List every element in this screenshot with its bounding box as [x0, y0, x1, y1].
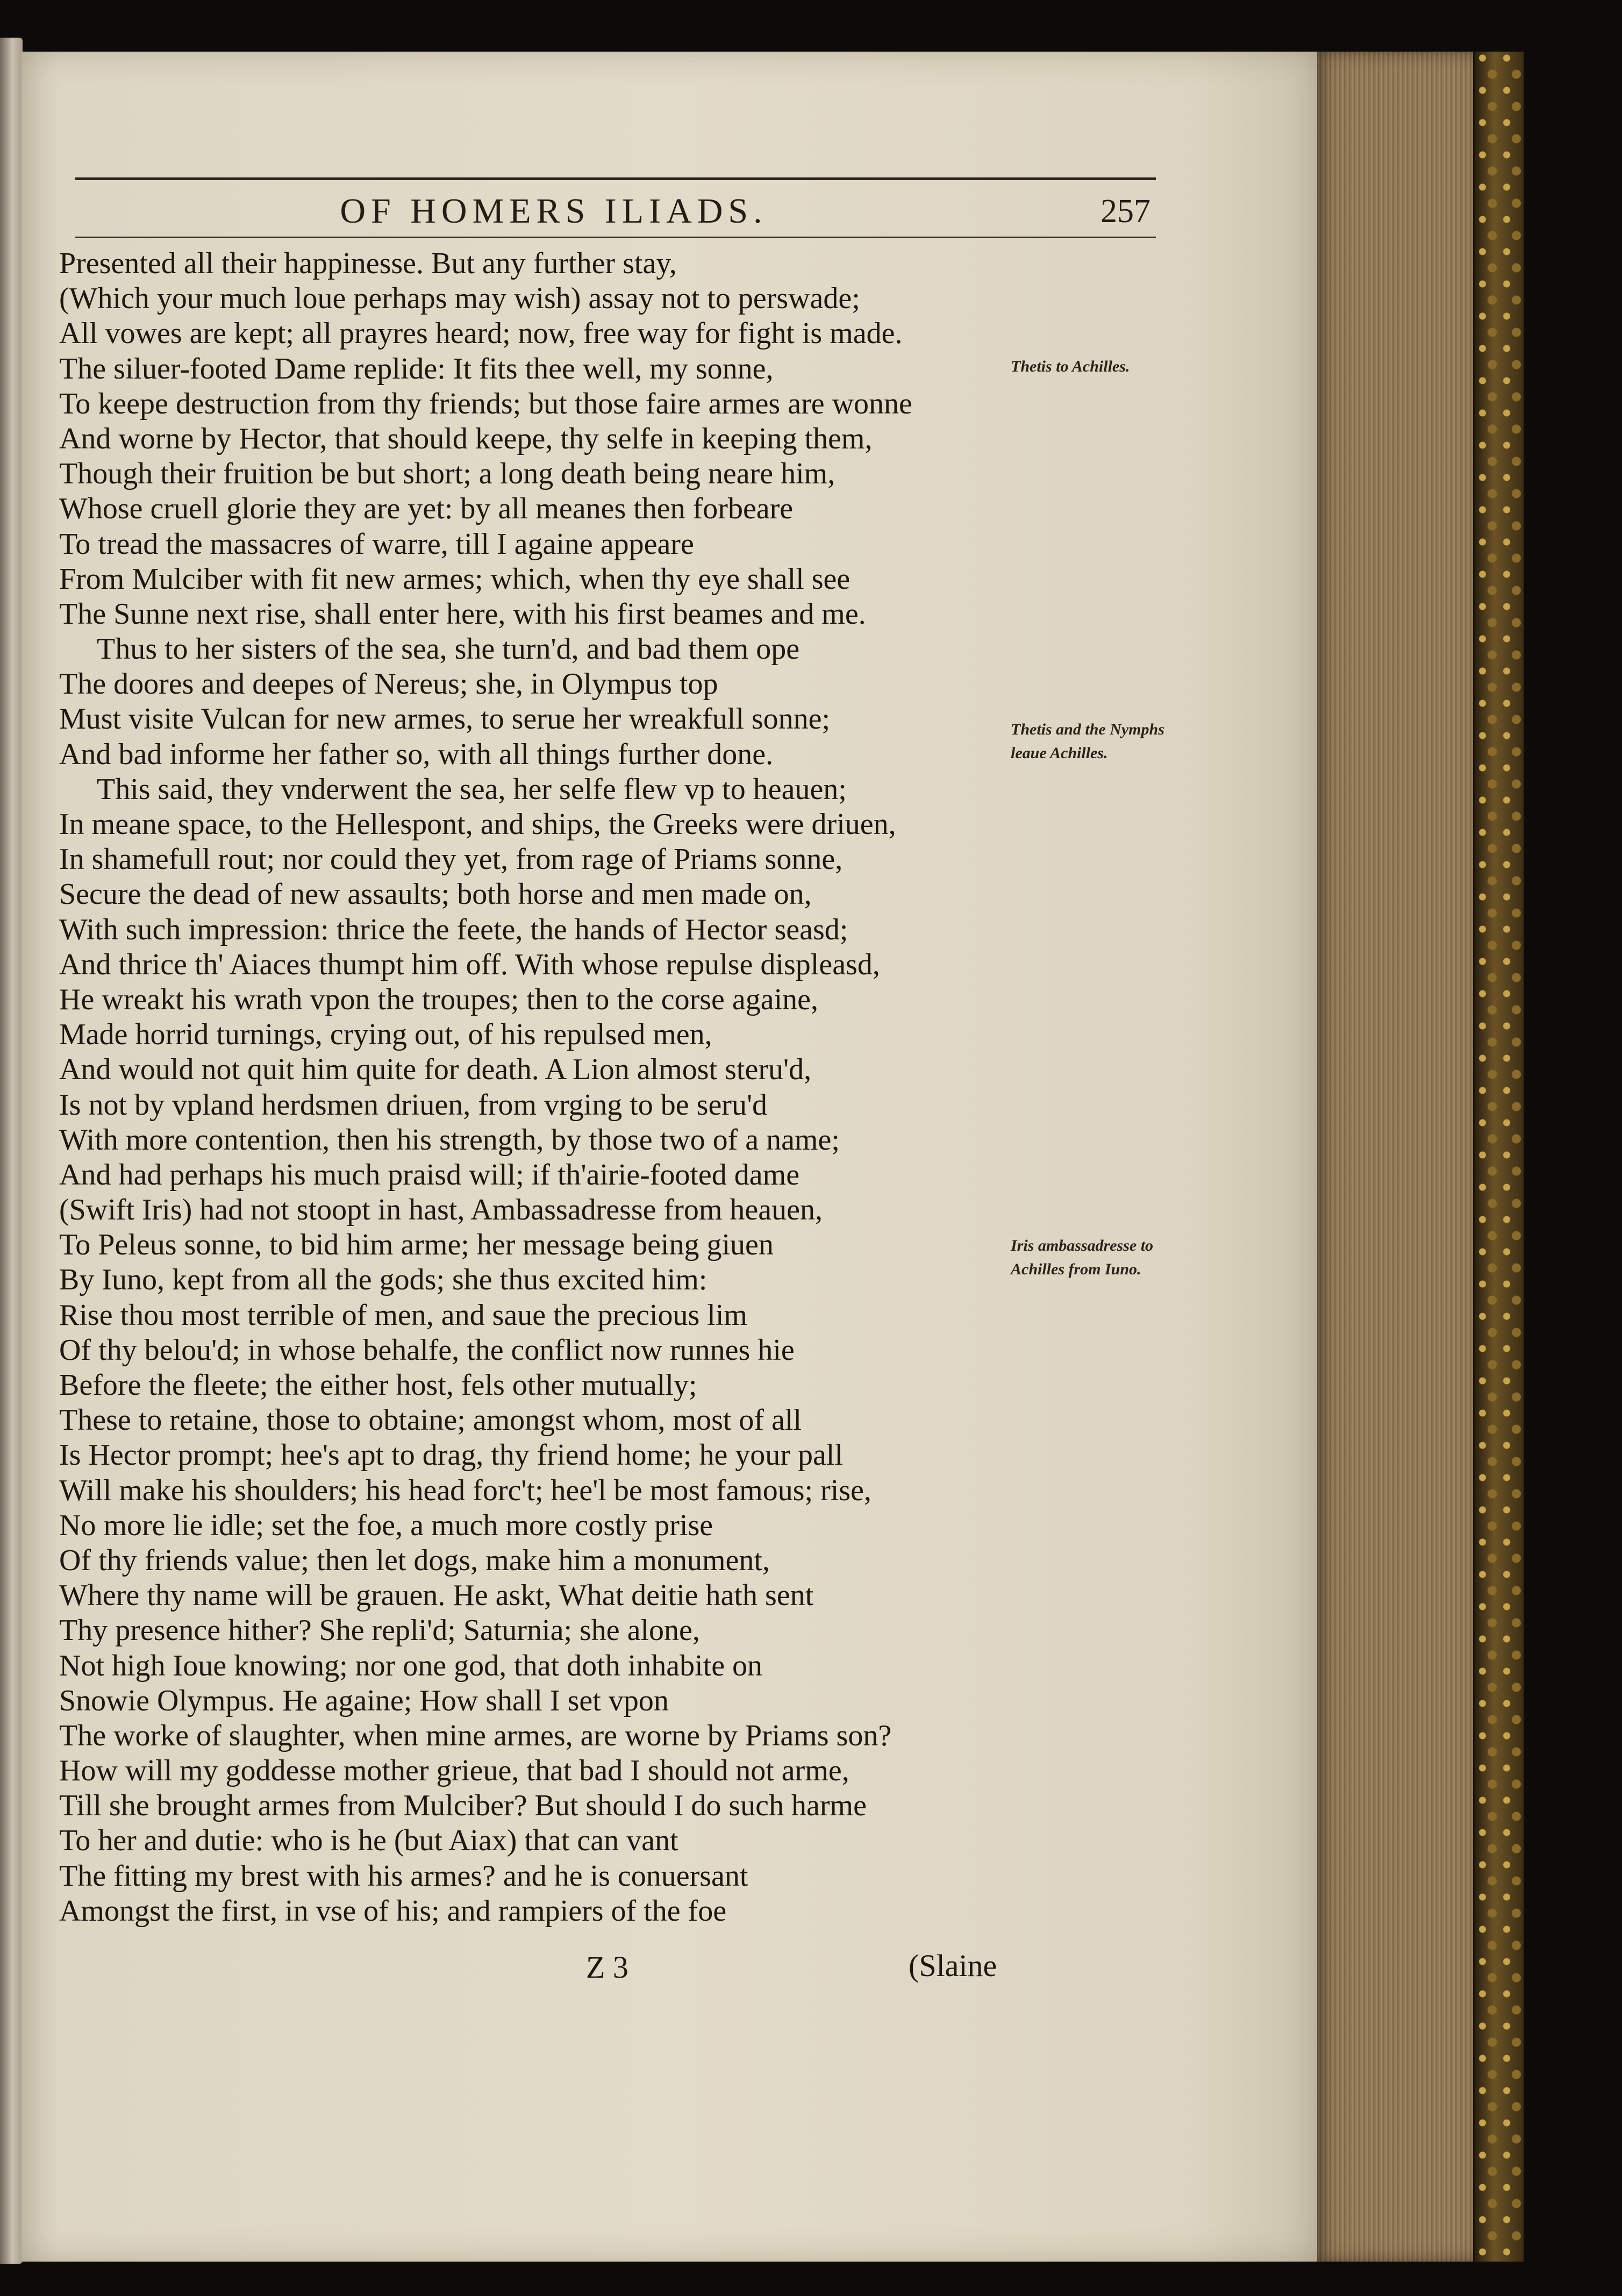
- verse-line: Will make his shoulders; his head forc't; hee'l be most famous; rise,: [59, 1473, 871, 1507]
- verse-line: And thrice th' Aiaces thumpt him off. With whose repulse displeasd,: [59, 947, 880, 981]
- verse-line: Whose cruell glorie they are yet: by all meanes then forbeare: [59, 492, 794, 526]
- page-block-edges: [1317, 52, 1478, 2262]
- verse-line: And would not quit him quite for death. A Lion almost steru'd,: [59, 1053, 812, 1087]
- verse-text: [59, 246, 995, 1929]
- verse-line: And worne by Hector, that should keepe, thy selfe in keeping them,: [59, 422, 873, 455]
- verse-line: Where thy name will be grauen. He askt, What deitie hath sent: [59, 1579, 814, 1613]
- header-rule-lower: [75, 237, 1156, 238]
- verse-line: The doores and deepes of Nereus; she, in Olympus top: [59, 667, 718, 701]
- verse-line: Secure the dead of new assaults; both horse and men made on,: [59, 878, 812, 911]
- verse-line: All vowes are kept; all prayres heard; now, free way for fight is made.: [59, 317, 903, 351]
- verse-line: Snowie Olympus. He againe; How shall I set vpon: [59, 1684, 669, 1717]
- verse-line: To her and dutie: who is he (but Aiax) that can vant: [59, 1824, 678, 1858]
- verse-line: No more lie idle; set the foe, a much more costly prise: [59, 1508, 713, 1542]
- verse-line: Before the fleete; the either host, fels other mutually;: [59, 1368, 697, 1402]
- running-head: OF HOMERS ILIADS.: [340, 191, 768, 231]
- verse-line: Must visite Vulcan for new armes, to serue her wreakfull sonne;: [59, 702, 831, 736]
- verse-line: In meane space, to the Hellespont, and ships, the Greeks were driuen,: [59, 808, 896, 841]
- verse-line: Rise thou most terrible of men, and saue the precious lim: [59, 1298, 747, 1332]
- verse-line: By Iuno, kept from all the gods; she thus excited him:: [59, 1263, 708, 1297]
- verse-line: This said, they vnderwent the sea, her selfe flew vp to heauen;: [97, 772, 847, 806]
- verse-line: Is not by vpland herdsmen driuen, from vrging to be seru'd: [59, 1088, 768, 1122]
- gilt-fore-edge: [1473, 52, 1524, 2262]
- verse-line: Not high Ioue knowing; nor one god, that doth inhabite on: [59, 1649, 763, 1682]
- verse-line: The Sunne next rise, shall enter here, with his first beames and me.: [59, 597, 866, 631]
- verse-line: Amongst the first, in vse of his; and rampiers of the foe: [59, 1894, 727, 1928]
- verse-line: The siluer-footed Dame replide: It fits thee well, my sonne,: [59, 352, 774, 386]
- header-rule: [75, 177, 1156, 180]
- margin-note: Thetis to Achilles.: [1011, 358, 1130, 375]
- verse-line: Though their fruition be but short; a long death being neare him,: [59, 457, 835, 491]
- verse-line: Thus to her sisters of the sea, she turn'd, and bad them ope: [97, 632, 800, 666]
- verse-line: To Peleus sonne, to bid him arme; her message being giuen: [59, 1228, 774, 1262]
- margin-note: Iris ambassadresse to Achilles from Iuno.: [1011, 1237, 1154, 1278]
- page-number: 257: [1101, 193, 1151, 230]
- verse-line: And bad informe her father so, with all things further done.: [59, 737, 774, 771]
- verse-line: Presented all their happinesse. But any further stay,: [59, 247, 677, 280]
- signature-mark: Z 3: [586, 1950, 628, 1985]
- verse-line: (Swift Iris) had not stoopt in hast, Ambassadresse from heauen,: [59, 1193, 823, 1227]
- verse-line: To keepe destruction from thy friends; but those faire armes are wonne: [59, 387, 912, 420]
- verse-line: Of thy friends value; then let dogs, make him a monument,: [59, 1543, 770, 1577]
- margin-note: Thetis and the Nymphs leaue Achilles.: [1011, 721, 1164, 762]
- verse-line: The worke of slaughter, when mine armes, are worne by Priams son?: [59, 1719, 892, 1752]
- verse-line: He wreakt his wrath vpon the troupes; then to the corse againe,: [59, 982, 819, 1016]
- adjacent-page-edge: [0, 38, 23, 2264]
- catchword: (Slaine: [909, 1948, 997, 1983]
- verse-line: Of thy belou'd; in whose behalfe, the conflict now runnes hie: [59, 1333, 795, 1367]
- verse-line: These to retaine, those to obtaine; amongst whom, most of all: [59, 1403, 802, 1437]
- verse-line: Till she brought armes from Mulciber? But should I do such harme: [59, 1789, 867, 1823]
- verse-line: The fitting my brest with his armes? and he is conuersant: [59, 1859, 748, 1893]
- verse-line: How will my goddesse mother grieue, that bad I should not arme,: [59, 1754, 849, 1788]
- verse-line: To tread the massacres of warre, till I againe appeare: [59, 527, 694, 561]
- verse-line: Thy presence hither? She repli'd; Saturnia; she alone,: [59, 1614, 700, 1648]
- verse-line: With such impression: thrice the feete, the hands of Hector seasd;: [59, 912, 848, 946]
- verse-line: With more contention, then his strength, by those two of a name;: [59, 1123, 840, 1157]
- verse-line: And had perhaps his much praisd will; if th'airie-footed dame: [59, 1158, 800, 1192]
- verse-line: (Which your much loue perhaps may wish) assay not to perswade;: [59, 282, 860, 316]
- verse-line: From Mulciber with fit new armes; which, when thy eye shall see: [59, 562, 851, 596]
- verse-line: In shamefull rout; nor could they yet, from rage of Priams sonne,: [59, 843, 843, 876]
- verse-line: Is Hector prompt; hee's apt to drag, thy friend home; he your pall: [59, 1438, 843, 1472]
- verse-line: Made horrid turnings, crying out, of his repulsed men,: [59, 1018, 712, 1052]
